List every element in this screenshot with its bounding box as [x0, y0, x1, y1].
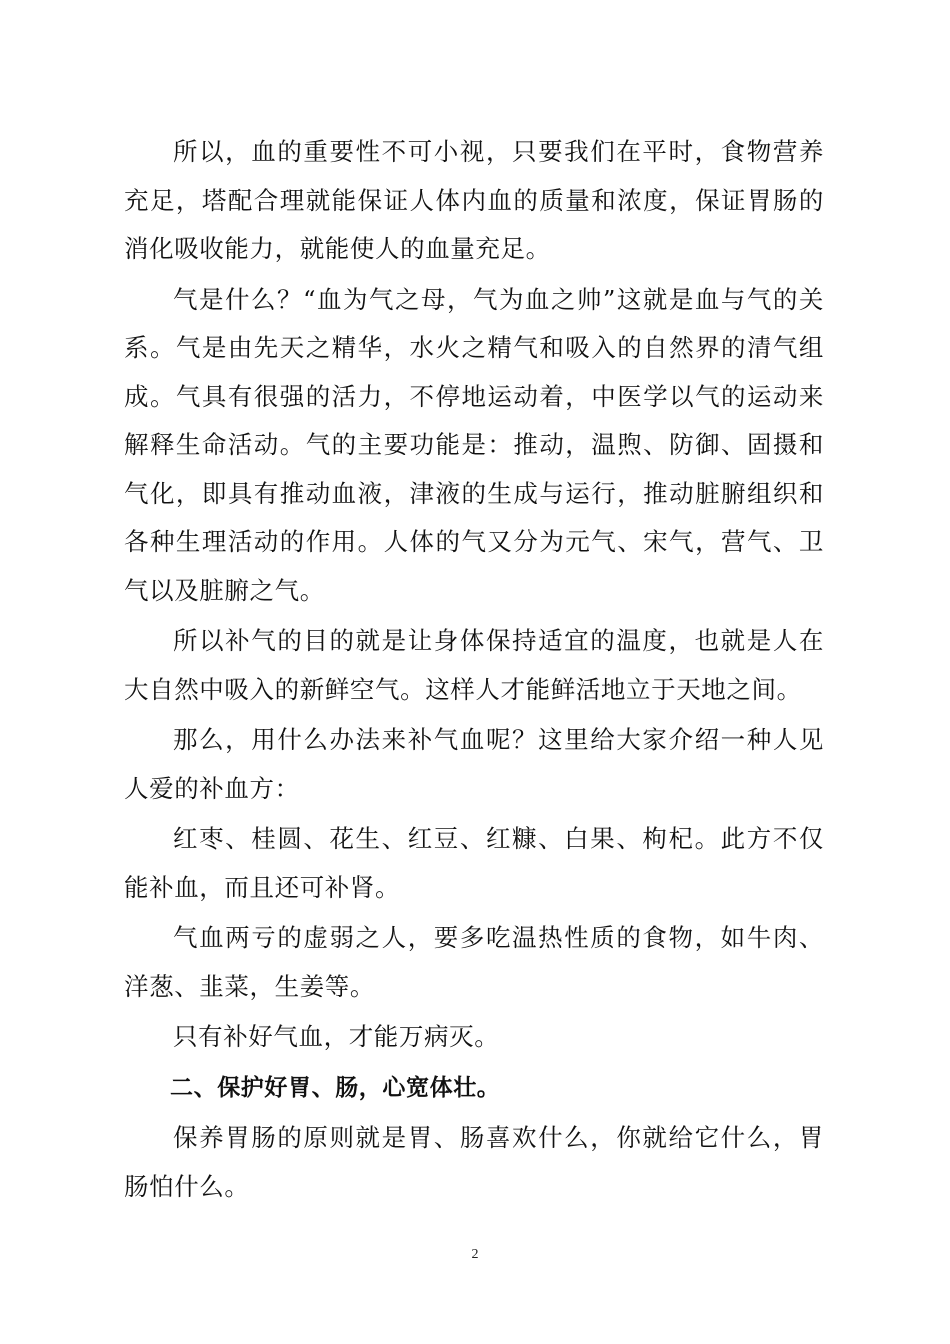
paragraph-purpose-of-qi: 所以补气的目的就是让身体保持适宜的温度，也就是人在大自然中吸入的新鲜空气。这样人才能鲜活地立于天地之间。 — [124, 626, 824, 704]
paragraph-warm-foods: 气血两亏的虚弱之人，要多吃温热性质的食物，如牛肉、洋葱、韭菜，生姜等。 — [124, 923, 824, 1001]
paragraph-stomach-principle: 保养胃肠的原则就是胃、肠喜欢什么，你就给它什么，胃肠怕什么。 — [124, 1123, 824, 1201]
paragraph-blood-importance: 所以，血的重要性不可小视，只要我们在平时，食物营养充足，塔配合理就能保证人体内血的质量和浓度，保证胃肠的消化吸收能力，就能使人的血量充足。 — [124, 137, 824, 263]
paragraph-remedy-intro: 那么，用什么办法来补气血呢？这里给大家介绍一种人见人爱的补血方： — [124, 725, 824, 803]
section-heading-stomach: 二、保护好胃、肠，心宽体壮。 — [170, 1074, 501, 1101]
page-number: 2 — [471, 1247, 479, 1262]
paragraph-what-is-qi: 气是什么？“血为气之母，气为血之帅”这就是血与气的关系。气是由先天之精华，水火之精气和吸入的自然界的清气组成。气具有很强的活力，不停地运动着，中医学以气的运动来解释生命活动。气的主要功能是：推动，温煦、防御、固摄和气化，即具有推动血液，津液的生成与运行，推动脏腑组织和各种生理活动的作用。人体的气又分为元气、宋气，营气、卫气以及脏腑之气。 — [124, 284, 824, 605]
body-text — [124, 128, 824, 1211]
paragraph-remedy-ingredients: 红枣、桂圆、花生、红豆、红糠、白果、枸杞。此方不仅能补血，而且还可补肾。 — [124, 824, 824, 902]
paragraph-conclusion: 只有补好气血，才能万病灭。 — [173, 1022, 500, 1051]
